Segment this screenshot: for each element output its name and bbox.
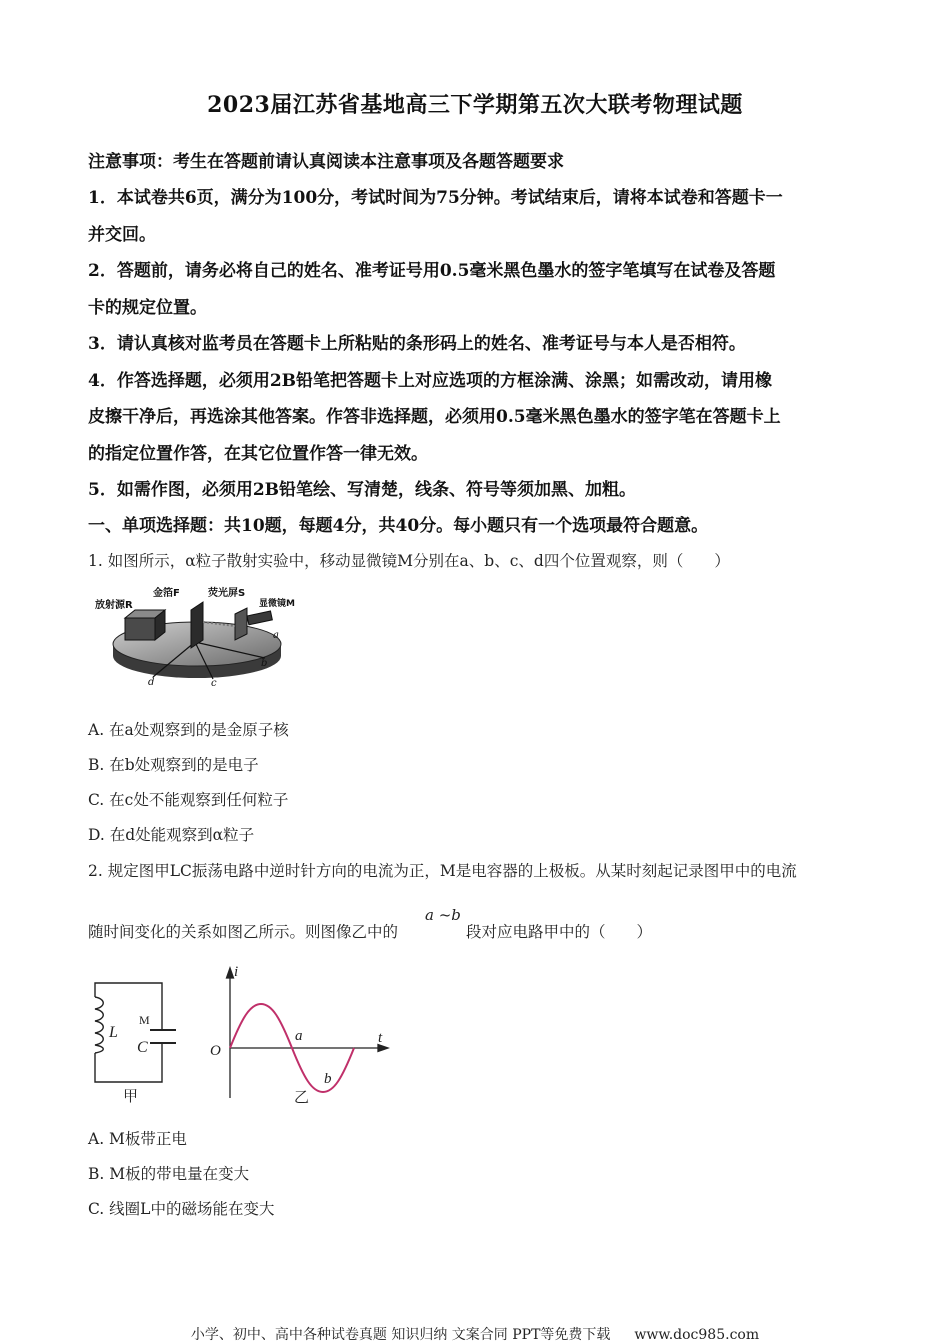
i-axis-label: i — [234, 964, 239, 980]
microscope-label: 显微镜M — [259, 599, 295, 609]
radioactive-source-box — [125, 610, 165, 640]
inductor-coil-icon — [95, 997, 103, 1053]
inductor-label: L — [109, 1024, 118, 1041]
notice-line: 4．作答选择题，必须用2B铅笔把答题卡上对应选项的方框涂满、涂黑；如需改动，请用橡 — [88, 371, 773, 391]
graph-point-a-label: a — [295, 1028, 303, 1044]
notice-line: 2．答题前，请务必将自己的姓名、准考证号用0.5毫米黑色墨水的签字笔填写在试卷及答题 — [88, 261, 776, 281]
point-b-label: b — [261, 658, 268, 669]
q2-stem-line1: 2. 规定图甲LC振荡电路中逆时针方向的电流为正，M是电容器的上极板。从某时刻起记录图甲中的电流 — [88, 862, 797, 880]
plate-m-label: M — [139, 1013, 150, 1027]
circuit-caption: 甲 — [123, 1087, 139, 1105]
gold-foil — [191, 602, 203, 648]
notice-line: 1．本试卷共6页，满分为100分，考试时间为75分钟。考试结束后，请将本试卷和答题卡一 — [88, 188, 783, 208]
section-heading: 一、单项选择题：共10题，每题4分，共40分。每小题只有一个选项最符合题意。 — [88, 516, 709, 536]
i-axis-arrow-icon — [227, 968, 234, 978]
notice-line: 皮擦干净后，再选涂其他答案。作答非选择题，必须用0.5毫米黑色墨水的签字笔在答题卡上 — [88, 407, 781, 427]
current-time-graph — [200, 960, 395, 1108]
source-label: 放射源R — [95, 600, 133, 611]
notice-line: 卡的规定位置。 — [88, 298, 207, 318]
alpha-scattering-figure — [95, 582, 295, 694]
point-c-label: c — [211, 678, 217, 689]
footer-text: 小学、初中、高中各种试卷真题 知识归纳 文案合同 PPT等免费下载 — [190, 1327, 611, 1343]
q2-stem-math: a ~b — [425, 906, 461, 924]
capacitor-label: C — [137, 1039, 148, 1056]
lc-circuit-figure — [90, 975, 185, 1108]
screen-label: 荧光屏S — [208, 588, 246, 599]
notice-line: 并交回。 — [88, 225, 156, 245]
q2-option-c: C. 线圈L中的磁场能在变大 — [88, 1200, 275, 1218]
t-axis-label: t — [378, 1030, 383, 1046]
q2-stem-line2-after: 段对应电路甲中的（ ） — [466, 923, 653, 941]
q1-option-d: D. 在d处能观察到α粒子 — [88, 826, 255, 844]
q1-option-b: B. 在b处观察到的是电子 — [88, 756, 259, 774]
notice-line: 的指定位置作答，在其它位置作答一律无效。 — [88, 444, 428, 464]
notice-line: 3．请认真核对监考员在答题卡上所粘贴的条形码上的姓名、准考证号与本人是否相符。 — [88, 334, 746, 354]
q1-option-c: C. 在c处不能观察到任何粒子 — [88, 791, 289, 809]
q1-option-a: A. 在a处观察到的是金原子核 — [88, 721, 289, 739]
point-d-label: d — [148, 677, 155, 688]
notice-heading: 注意事项：考生在答题前请认真阅读本注意事项及各题答题要求 — [88, 152, 564, 172]
q1-stem: 1. 如图所示，α粒子散射实验中，移动显微镜M分别在a、b、c、d四个位置观察，则（ ） — [88, 552, 730, 570]
capacitor-icon — [150, 1030, 176, 1043]
q2-option-b: B. M板的带电量在变大 — [88, 1165, 250, 1183]
graph-caption: 乙 — [294, 1088, 310, 1106]
page-title: 2023届江苏省基地高三下学期第五次大联考物理试题 — [207, 92, 743, 118]
foil-label: 金箔F — [153, 588, 180, 599]
footer-url[interactable]: www.doc985.com — [634, 1327, 760, 1343]
origin-label: O — [210, 1043, 221, 1059]
q2-option-a: A. M板带正电 — [88, 1130, 187, 1148]
graph-point-b-label: b — [324, 1071, 332, 1087]
page-footer — [0, 1324, 950, 1344]
point-a-label: a — [273, 630, 279, 641]
q2-stem-line2-before: 随时间变化的关系如图乙所示。则图像乙中的 — [88, 923, 399, 941]
notice-line: 5．如需作图，必须用2B铅笔绘、写清楚，线条、符号等须加黑、加粗。 — [88, 480, 637, 500]
